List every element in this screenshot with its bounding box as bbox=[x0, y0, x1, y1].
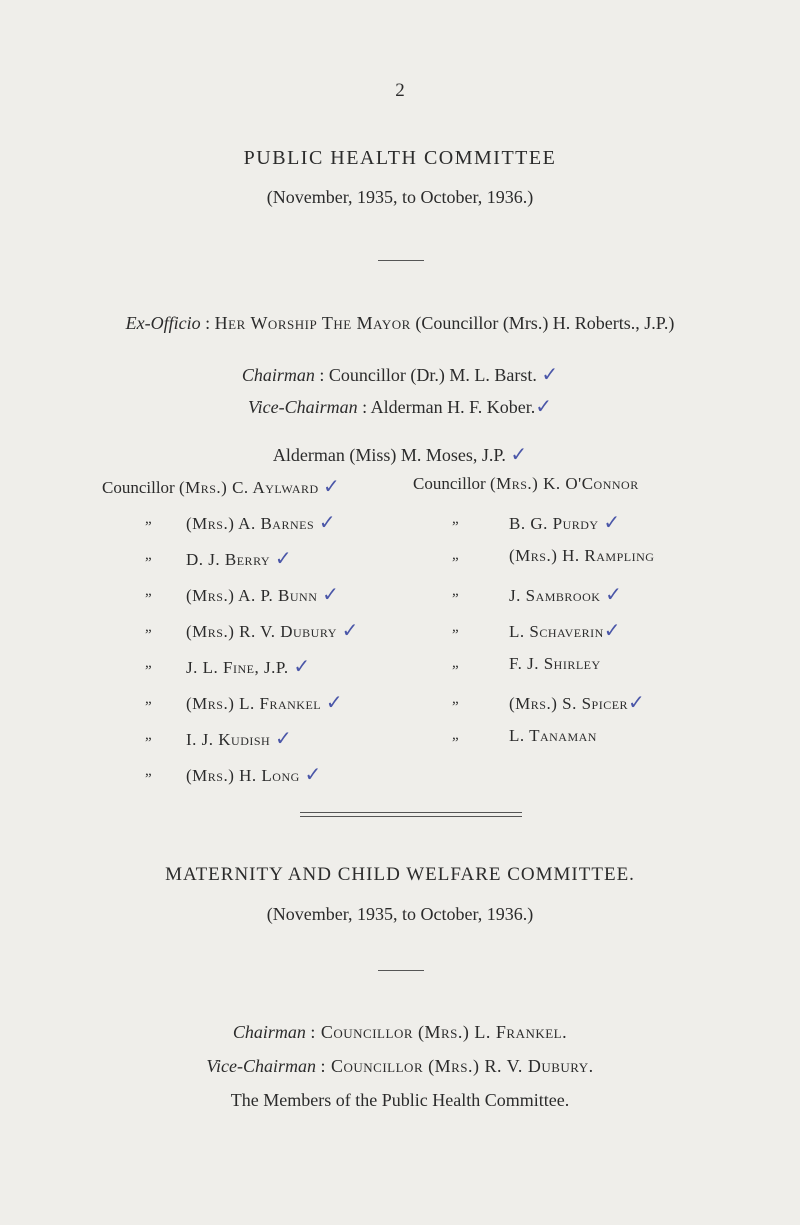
ditto-mark: „ bbox=[145, 511, 152, 527]
vice-chairman-label: Vice-Chairman bbox=[206, 1056, 316, 1076]
tick-mark-icon: ✓ bbox=[603, 510, 621, 534]
vice-chairman-line bbox=[0, 394, 800, 418]
tick-mark-icon: ✓ bbox=[603, 618, 622, 642]
list-item: I. J. Kudish ✓ bbox=[186, 726, 293, 750]
list-item: L. Schaverin✓ bbox=[509, 618, 622, 642]
short-divider bbox=[378, 970, 424, 971]
list-item: Councillor (Mrs.) C. Aylward ✓ bbox=[102, 474, 340, 498]
list-item: J. Sambrook ✓ bbox=[509, 582, 623, 606]
ditto-mark: „ bbox=[452, 655, 459, 671]
member-name: (Mrs.) C. Aylward bbox=[178, 478, 319, 497]
list-item: Councillor (Mrs.) K. O'Connor bbox=[413, 474, 639, 493]
tick-mark-icon: ✓ bbox=[322, 474, 340, 498]
ditto-mark: „ bbox=[452, 619, 459, 635]
public-health-title: PUBLIC HEALTH COMMITTEE bbox=[243, 147, 557, 169]
ditto-mark: „ bbox=[452, 691, 459, 707]
tick-mark-icon: ✓ bbox=[341, 618, 359, 642]
tick-mark-icon: ✓ bbox=[605, 582, 623, 606]
tick-mark-icon: ✓ bbox=[535, 394, 552, 418]
ditto-mark: „ bbox=[145, 763, 152, 779]
ex-officio-sep: : bbox=[200, 313, 215, 333]
tick-mark-icon: ✓ bbox=[318, 510, 337, 534]
vice-chairman-value: : Alderman H. F. Kober. bbox=[362, 397, 536, 417]
list-item: F. J. Shirley bbox=[509, 654, 601, 673]
alderman-name: Alderman (Miss) M. Moses, J.P. bbox=[272, 445, 506, 465]
list-item: J. L. Fine, J.P. ✓ bbox=[186, 654, 311, 678]
public-health-period: (November, 1935, to October, 1936.) bbox=[266, 187, 534, 207]
maternity-period: (November, 1935, to October, 1936.) bbox=[266, 904, 534, 924]
list-item: (Mrs.) S. Spicer✓ bbox=[509, 690, 646, 714]
ditto-mark: „ bbox=[452, 727, 459, 743]
vice-chairman-value: : Councillor (Mrs.) R. V. Dubury. bbox=[320, 1056, 594, 1076]
short-divider bbox=[378, 260, 424, 261]
list-item: (Mrs.) H. Long ✓ bbox=[186, 762, 322, 786]
page-number: 2 bbox=[395, 80, 405, 101]
ditto-mark: „ bbox=[145, 583, 152, 599]
chairman-label: Chairman bbox=[232, 1022, 306, 1042]
tick-mark-icon: ✓ bbox=[510, 442, 528, 466]
list-item: (Mrs.) L. Frankel ✓ bbox=[186, 690, 344, 714]
members-note: The Members of the Public Health Committee. bbox=[230, 1090, 570, 1110]
list-item: D. J. Berry ✓ bbox=[186, 546, 293, 570]
ex-officio-label: Ex-Officio bbox=[125, 313, 201, 333]
tick-mark-icon: ✓ bbox=[274, 546, 293, 570]
list-item: (Mrs.) A. Barnes ✓ bbox=[186, 510, 337, 534]
list-item: B. G. Purdy ✓ bbox=[509, 510, 621, 534]
alderman-line bbox=[0, 442, 800, 466]
chairman-value: : Councillor (Dr.) M. L. Barst. bbox=[319, 365, 537, 385]
tick-mark-icon: ✓ bbox=[325, 690, 344, 714]
ditto-mark: „ bbox=[145, 547, 152, 563]
maternity-title: MATERNITY AND CHILD WELFARE COMMITTEE. bbox=[165, 864, 635, 885]
ditto-mark: „ bbox=[145, 619, 152, 635]
tick-mark-icon: ✓ bbox=[293, 654, 311, 678]
ex-officio-rest: (Councillor (Mrs.) H. Roberts., J.P.) bbox=[410, 313, 675, 333]
chairman-label: Chairman bbox=[241, 365, 315, 385]
ditto-mark: „ bbox=[145, 727, 152, 743]
double-divider-top bbox=[300, 812, 522, 813]
tick-mark-icon: ✓ bbox=[628, 690, 646, 714]
chairman-line bbox=[0, 362, 800, 386]
list-item: L. Tanaman bbox=[509, 726, 597, 745]
double-divider-bottom bbox=[300, 816, 522, 817]
ditto-mark: „ bbox=[452, 547, 459, 563]
maternity-chairman-line bbox=[0, 1022, 800, 1043]
ex-officio-line bbox=[0, 313, 800, 334]
ditto-mark: „ bbox=[145, 691, 152, 707]
tick-mark-icon: ✓ bbox=[304, 762, 322, 786]
ditto-mark: „ bbox=[145, 655, 152, 671]
member-name: (Mrs.) K. O'Connor bbox=[489, 474, 639, 493]
ditto-mark: „ bbox=[452, 583, 459, 599]
tick-mark-icon: ✓ bbox=[541, 362, 559, 386]
vice-chairman-label: Vice-Chairman bbox=[248, 397, 358, 417]
chairman-value: : Councillor (Mrs.) L. Frankel. bbox=[310, 1022, 568, 1042]
list-item: (Mrs.) A. P. Bunn ✓ bbox=[186, 582, 340, 606]
tick-mark-icon: ✓ bbox=[274, 726, 293, 750]
list-item: (Mrs.) H. Rampling bbox=[509, 546, 655, 565]
maternity-vice-chairman-line bbox=[0, 1056, 800, 1077]
ex-officio-name: Her Worship The Mayor bbox=[214, 313, 411, 333]
tick-mark-icon: ✓ bbox=[322, 582, 340, 606]
list-item: (Mrs.) R. V. Dubury ✓ bbox=[186, 618, 359, 642]
ditto-mark: „ bbox=[452, 511, 459, 527]
